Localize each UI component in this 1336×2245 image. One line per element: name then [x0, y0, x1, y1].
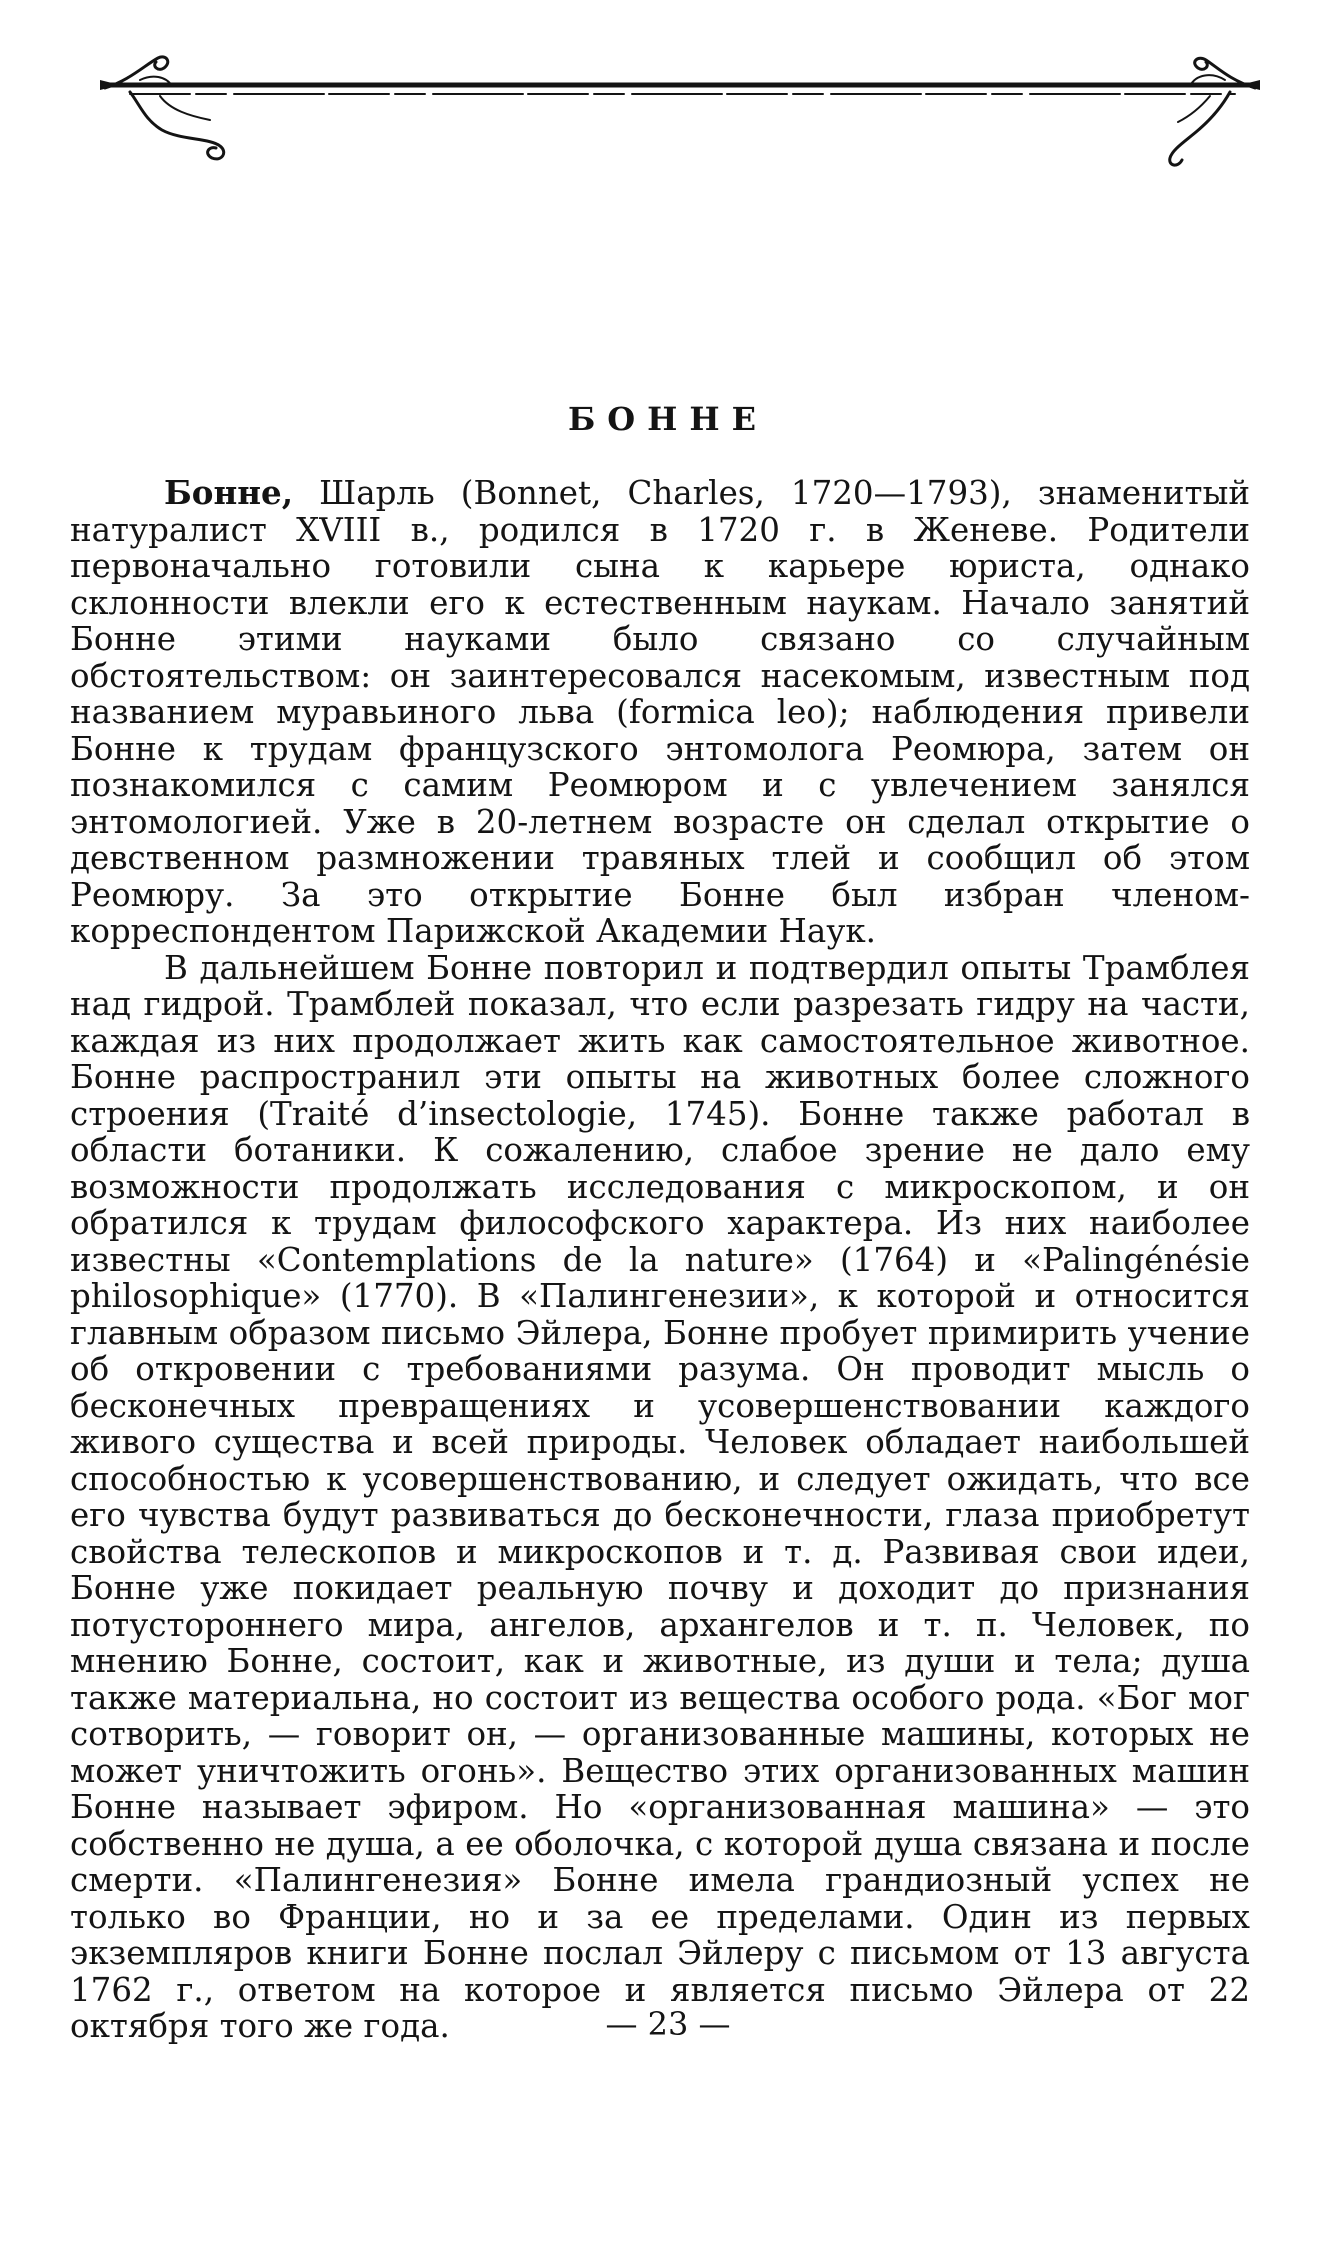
article-heading: БОННЕ [567, 400, 769, 438]
article-body [70, 475, 1250, 2045]
page-number: — 23 — [605, 2005, 731, 2043]
paragraph-biography [70, 475, 1250, 950]
name-lead: Бонне, [164, 473, 294, 512]
header-ornament [100, 50, 1260, 170]
paragraph-later-work: В дальнейшем Бонне повторил и подтвердил опыты Трамблея над гидрой. Трамблей показал, что если разрезать гидру на части, каждая из них продолжает жить как самостоятельное животное. Бонне распространил эти опыты на животных более сложного строения (Traité d’insectologie, 1745). Бонне также работал в области ботаники. К сожалению, слабое зрение не дало ему возможности продолжать исследования с микроскопом, и он обратился к трудам философского характера. Из них наиболее известны «Contemplations de la nature» (1764) и «Palingénésie philosophique» (1770). В «Палингенезии», к которой и относится главным образом письмо Эйлера, Бонне пробует примирить учение об откровении с требованиями разума. Он проводит мысль о бесконечных превращениях и усовершенствовании каждого живого существа и всей природы. Человек обладает наибольшей способностью к усовершенствованию, и следует ожидать, что все его чувства будут развиваться до бесконечности, глаза приобретут свойства телескопов и микроскопов и т. д. Развивая свои идеи, Бонне уже покидает реальную почву и доходит до признания потустороннего мира, ангелов, архангелов и т. п. Человек, по мнению Бонне, состоит, как и животные, из души и тела; душа также материальна, но состоит из вещества особого рода. «Бог мог сотворить, — говорит он, — организованные машины, которых не может уничтожить огонь». Вещество этих организованных машин Бонне называет эфиром. Но «организованная машина» — это собственно не душа, а ее оболочка, с которой душа связана и после смерти. «Палингенезия» Бонне имела грандиозный успех не только во Франции, но и за ее пределами. Один из первых экземпляров книги Бонне послал Эйлеру с письмом от 13 августа 1762 г., ответом на которое и является письмо Эйлера от 22 октября того же года. [70, 948, 1250, 2045]
paragraph-biography-text: Шарль (Bonnet, Charles, 1720—1793), знаменитый натуралист XVIII в., родился в 1720 г. в Женеве. Родители первоначально готовили сына к карьере юриста, однако склонности влекли его к естественным наукам. Начало занятий Бонне этими науками было связано со случайным обстоятельством: он заинтересовался насекомым, известным под названием муравьиного льва (formica leo); наблюдения привели Бонне к трудам французского энтомолога Реомюра, затем он познакомился с самим Реомюром и с увлечением занялся энтомологией. Уже в 20-летнем возрасте он сделал открытие о девственном размножении травяных тлей и сообщил об этом Реомюру. За это открытие Бонне был избран членом-корреспондентом Парижской Академии Наук. [70, 474, 1250, 950]
